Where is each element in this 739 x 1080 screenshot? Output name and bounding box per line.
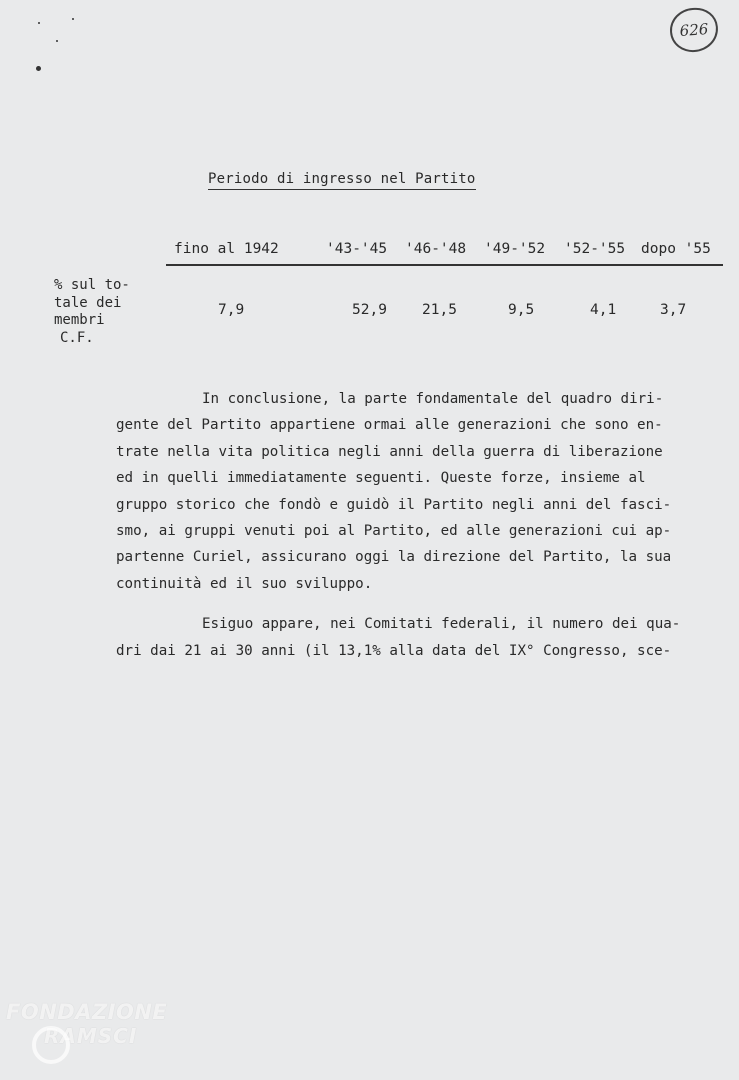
- column-header: fino al 1942: [174, 241, 279, 257]
- table-cell: 21,5: [422, 302, 457, 318]
- watermark-logo: [6, 1000, 167, 1048]
- table-cell: 52,9: [352, 302, 387, 318]
- table-cell: 4,1: [590, 302, 617, 318]
- text-line: partenne Curiel, assicurano oggi la direzione del Partito, la sua: [116, 549, 672, 566]
- header-rule: [166, 264, 723, 266]
- table-cell: 9,5: [508, 302, 535, 318]
- paragraph: [116, 386, 706, 597]
- watermark-line: RAMSCI: [44, 1024, 138, 1048]
- row-label-line: % sul to-: [54, 277, 130, 293]
- table-cell: 7,9: [218, 302, 245, 318]
- column-header: '49-'52: [484, 241, 546, 257]
- column-header: dopo '55: [641, 241, 711, 257]
- row-label: [54, 277, 154, 347]
- text-line: smo, ai gruppi venuti poi al Partito, ed alle generazioni cui ap-: [116, 523, 672, 540]
- g-logo-icon: [32, 1026, 70, 1064]
- text-line: In conclusione, la parte fondamentale del quadro diri-: [202, 391, 664, 407]
- watermark-line: FONDAZIONE: [6, 1000, 168, 1024]
- table-title: Periodo di ingresso nel Partito: [208, 171, 476, 190]
- column-header: '52-'55: [564, 241, 626, 257]
- body-text: [116, 386, 706, 664]
- text-line: dri dai 21 ai 30 anni (il 13,1% alla data del IX° Congresso, sce-: [116, 642, 672, 659]
- table-cell: 3,7: [660, 302, 687, 318]
- row-label-line: membri: [54, 312, 105, 328]
- ink-speck: [36, 66, 41, 71]
- ink-speck: [56, 40, 58, 42]
- ink-speck: [72, 18, 74, 20]
- text-line: continuità ed il suo sviluppo.: [116, 575, 373, 592]
- text-line: gente del Partito appartiene ormai alle generazioni che sono en-: [116, 417, 663, 434]
- page-number-stamp: 626: [669, 6, 720, 53]
- paragraph: [116, 611, 706, 664]
- text-line: Esiguo appare, nei Comitati federali, il numero dei qua-: [202, 616, 681, 633]
- column-header: '46-'48: [405, 241, 467, 257]
- column-header: '43-'45: [326, 241, 388, 257]
- row-label-line: C.F.: [60, 329, 94, 346]
- text-line: trate nella vita politica negli anni della guerra di liberazione: [116, 443, 663, 460]
- ink-speck: [38, 22, 40, 24]
- row-label-line: tale dei: [54, 294, 122, 311]
- text-line: gruppo storico che fondò e guidò il Partito negli anni del fasci-: [116, 496, 672, 513]
- text-line: ed in quelli immediatamente seguenti. Queste forze, insieme al: [116, 470, 646, 487]
